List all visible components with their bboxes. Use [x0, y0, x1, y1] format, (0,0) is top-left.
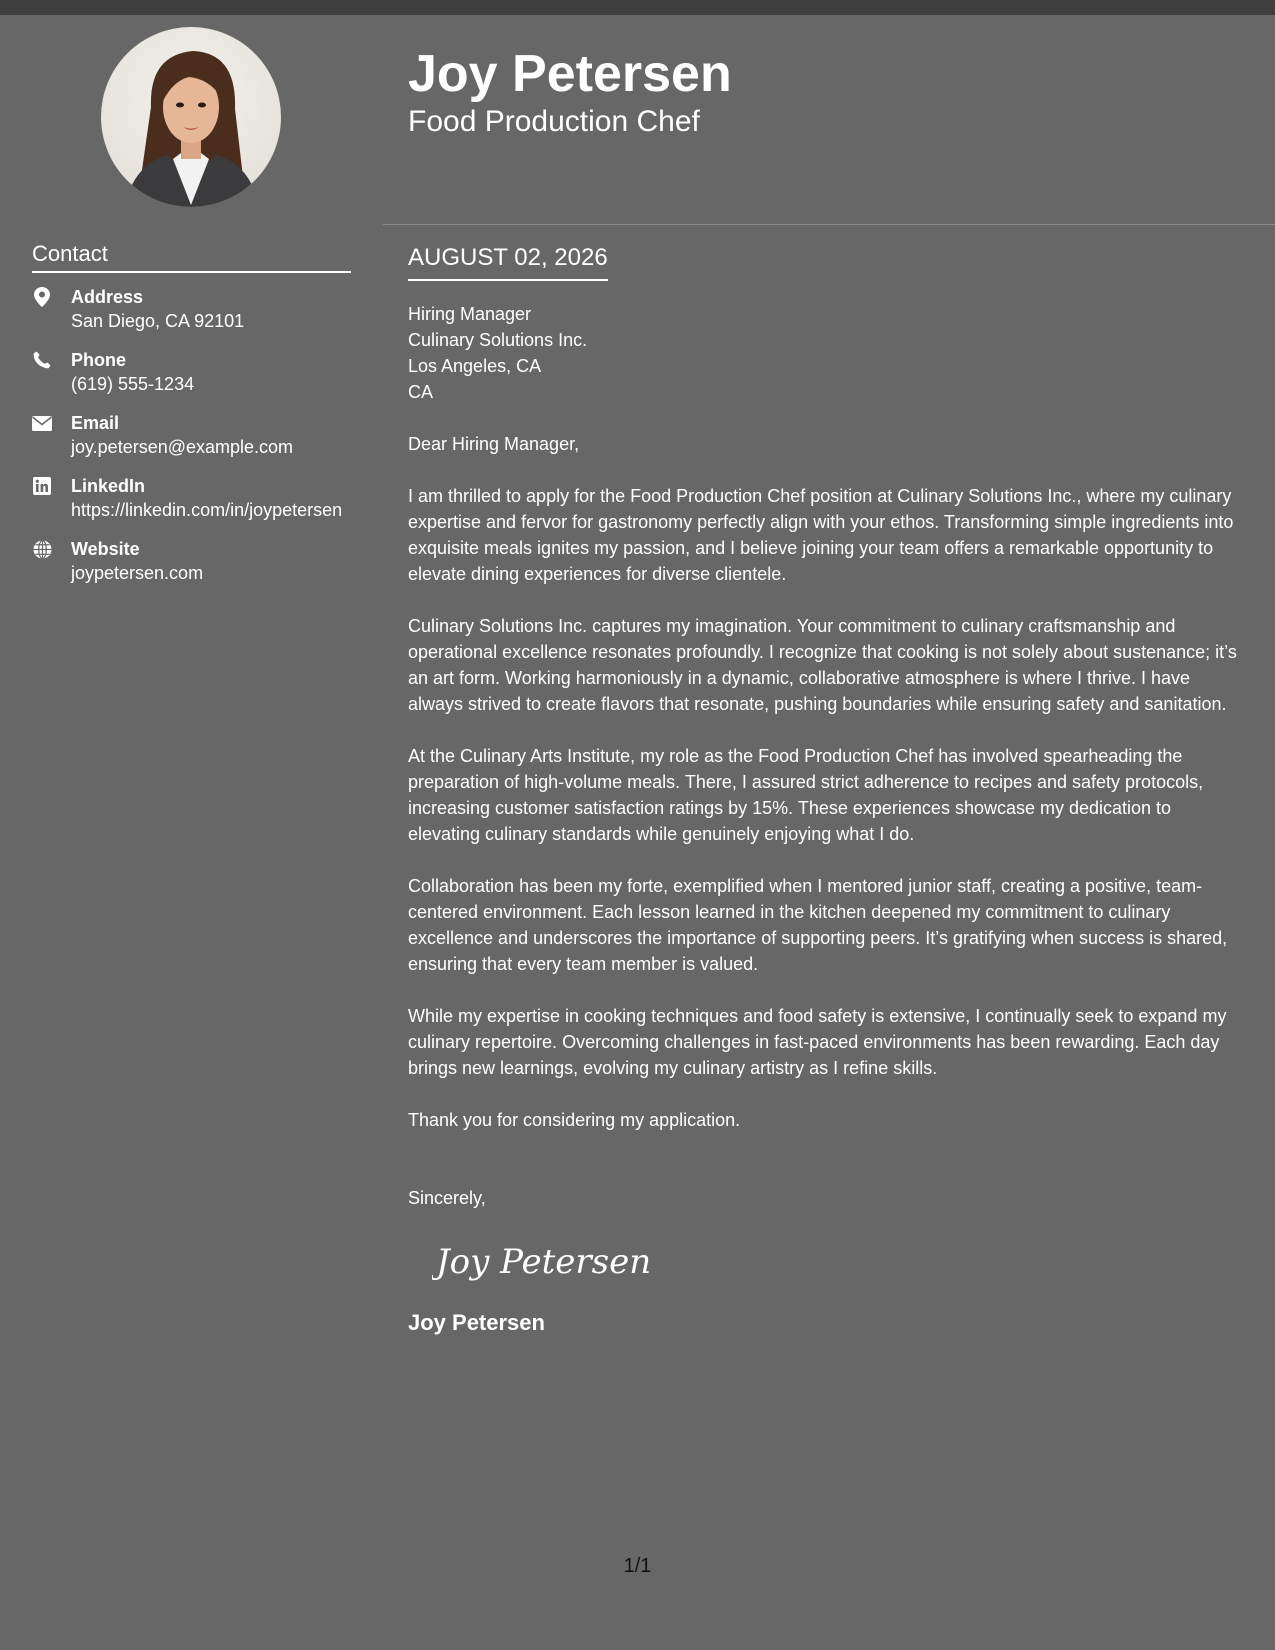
signer-name: Joy Petersen: [408, 1310, 545, 1335]
contact-label-address: Address: [71, 287, 144, 307]
contact-label-phone: Phone: [71, 350, 127, 370]
contact-heading: Contact: [32, 241, 351, 273]
page-indicator: 1/1: [623, 1555, 652, 1577]
contact-item-email: [32, 411, 352, 459]
sidebar: [0, 15, 383, 1650]
letter-paragraph: At the Culinary Arts Institute, my role as the Food Production Chef has involved spearheading the preparation of high-volume meals. There, I assured strict adherence to recipes and safety protocols, increasing customer satisfaction ratings by 15%. These experiences showcase my dedication to elevating culinary standards while genuinely enjoying what I do.: [408, 746, 1204, 844]
contact-list: [32, 285, 352, 600]
recipient-block: [408, 301, 1248, 405]
letter-date: AUGUST 02, 2026: [408, 241, 608, 281]
phone-icon: [32, 350, 52, 370]
signature-image: [432, 1231, 692, 1291]
contact-label-email: Email: [71, 413, 120, 433]
avatar-portrait: [101, 27, 281, 207]
letter-paragraph: While my expertise in cooking techniques and food safety is extensive, I continually seek to expand my culinary repertoire. Overcoming challenges in fast-paced environments has been rewarding. Each day brings new learnings, evolving my culinary artistry as I refine skills.: [408, 1006, 1227, 1078]
contact-value-address: San Diego, CA 92101: [71, 311, 245, 331]
letter-paragraph: Culinary Solutions Inc. captures my imagination. Your commitment to culinary craftsmanship and operational excellence resonates profoundly. I recognize that cooking is not solely about sustenance; it’s an art form. Working harmoniously in a dynamic, collaborative atmosphere is where I thrive. I have always strived to create flavors that resonate, pushing boundaries while ensuring safety and sanitation.: [408, 616, 1237, 714]
avatar: [101, 27, 281, 207]
globe-icon: [32, 539, 52, 559]
recipient-line: Culinary Solutions Inc.: [408, 330, 588, 350]
viewer-top-bar: [0, 0, 1275, 15]
contact-label-linkedin: LinkedIn: [71, 476, 146, 496]
contact-value-linkedin[interactable]: https://linkedin.com/in/joypetersen: [71, 500, 343, 520]
contact-item-linkedin: [32, 474, 352, 522]
signature-script: Joy Petersen: [436, 1242, 652, 1282]
linkedin-icon: [32, 476, 52, 496]
recipient-line: Los Angeles, CA: [408, 356, 542, 376]
contact-item-website: [32, 537, 352, 585]
recipient-line: Hiring Manager: [408, 304, 532, 324]
contact-item-phone: [32, 348, 352, 396]
recipient-line: CA: [408, 382, 434, 402]
header-divider: [383, 224, 1275, 225]
applicant-title: Food Production Chef: [408, 105, 700, 138]
contact-value-phone: (619) 555-1234: [71, 374, 195, 394]
contact-item-address: [32, 285, 352, 333]
contact-value-email: joy.petersen@example.com: [71, 437, 294, 457]
envelope-icon: [32, 413, 52, 433]
contact-label-website: Website: [71, 539, 140, 559]
map-pin-icon: [32, 287, 52, 307]
letter-body: [408, 241, 1248, 1338]
applicant-name: Joy Petersen: [408, 45, 732, 103]
letter-paragraph: Thank you for considering my application.: [408, 1110, 741, 1130]
closing: Sincerely,: [408, 1188, 486, 1208]
cover-letter-page: [0, 15, 1275, 1650]
contact-value-website[interactable]: joypetersen.com: [71, 563, 204, 583]
letter-paragraph: I am thrilled to apply for the Food Production Chef position at Culinary Solutions Inc., where my culinary expertise and fervor for gastronomy perfectly align with your ethos. Transforming simple ingredients into exquisite meals ignites my passion, and I believe joining your team offers a remarkable opportunity to elevate dining experiences for diverse clientele.: [408, 486, 1234, 584]
letter-paragraph: Collaboration has been my forte, exemplified when I mentored junior staff, creating a positive, team-centered environment. Each lesson learned in the kitchen deepened my commitment to culinary excellence and underscores the importance of supporting peers. It’s gratifying when success is shared, ensuring that every team member is valued.: [408, 876, 1228, 974]
salutation: Dear Hiring Manager,: [408, 434, 580, 454]
